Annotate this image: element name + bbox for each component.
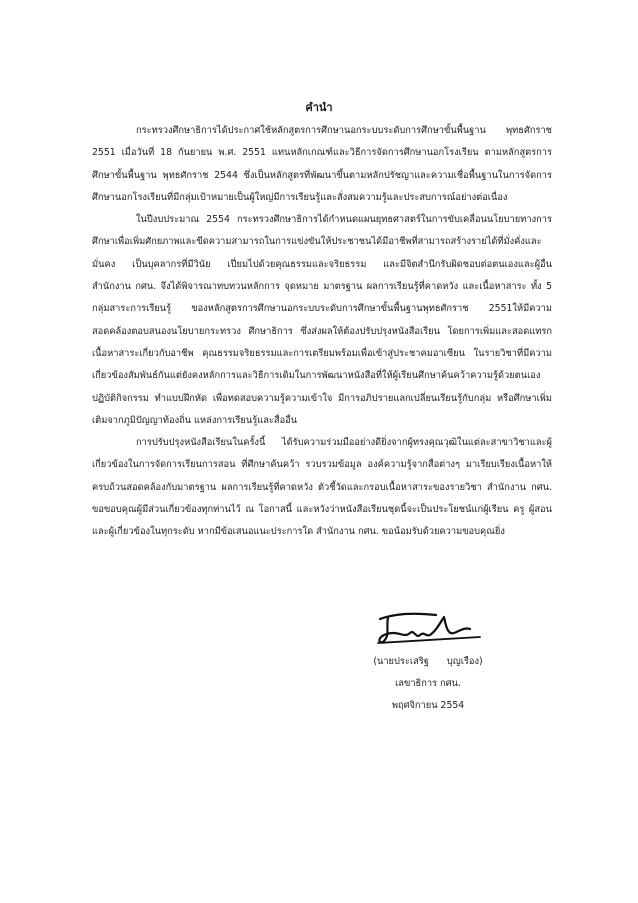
signature-block xyxy=(328,605,528,717)
paragraph-1: กระทรวงศึกษาธิการได้ประกาศใช้หลักสูตรการศึกษานอกระบบระดับการศึกษาขั้นพื้นฐาน พุทธศักราช 2551 เมื่อวันที่ 18 กันยายน พ.ศ. 2551 แทนหลักเกณฑ์และวิธีการจัดการศึกษานอกโรงเรียน ตามหลักสูตรการศึกษาขั้นพื้นฐาน พุทธศักราช 2544 ซึ่งเป็นหลักสูตรที่พัฒนาขึ้นตามหลักปรัชญาและความเชื่อพื้นฐานในการจัดการศึกษานอกโรงเรียนที่มีกลุ่มเป้าหมายเป็นผู้ใหญ่มีการเรียนรู้และสั่งสมความรู้และประสบการณ์อย่างต่อเนื่อง xyxy=(92,125,552,203)
signatory-last-name: บุญเรือง) xyxy=(446,656,483,667)
paragraph-3: การปรับปรุงหนังสือเรียนในครั้งนี้ ได้รับความร่วมมืออย่างดียิ่งจากผู้ทรงคุณวุฒิในแต่ละสาขาวิชาและผู้เกี่ยวข้องในการจัดการเรียนการสอน ที่ศึกษาค้นคว้า รวบรวมข้อมูล องค์ความรู้จากสื่อต่างๆ มาเรียบเรียงเนื้อหาให้ครบถ้วนสอดคล้องกับมาตรฐาน ผลการเรียนรู้ที่คาดหวัง ตัวชี้วัดและกรอบเนื้อหาสาระของรายวิชา สำนักงาน กศน. ขอขอบคุณผู้มีส่วนเกี่ยวข้องทุกท่านไว้ ณ โอกาสนี้ และหวังว่าหนังสือเรียนชุดนี้จะเป็นประโยชน์แก่ผู้เรียน ครู ผู้สอน และผู้เกี่ยวข้องในทุกระดับ หากมีข้อเสนอแนะประการใด สำนักงาน กศน. ขอน้อมรับด้วยความขอบคุณยิ่ง xyxy=(92,437,552,538)
signature-date: พฤศจิกายน 2554 xyxy=(391,700,465,711)
paragraph-2: ในปีงบประมาณ 2554 กระทรวงศึกษาธิการได้กำหนดแผนยุทธศาสตร์ในการขับเคลื่อนนโยบายทางการศึกษาเพื่อเพิ่มศักยภาพและขีดความสามารถในการแข่งขันให้ประชาชนได้มีอาชีพที่สามารถสร้างรายได้ที่มั่งคั่งและมั่นคง เป็นบุคลากรที่มีวินัย เปี่ยมไปด้วยคุณธรรมและจริยธรรม และมีจิตสำนึกรับผิดชอบต่อตนเองและผู้อื่น สำนักงาน กศน. จึงได้พิจารณาทบทวนหลักการ จุดหมาย มาตรฐาน ผลการเรียนรู้ที่คาดหวัง และเนื้อหาสาระ ทั้ง 5 กลุ่มสาระการเรียนรู้ ของหลักสูตรการศึกษานอกระบบระดับการศึกษาขั้นพื้นฐานพุทธศักราช 2551ให้มีความสอดคล้องตอบสนองนโยบายกระทรวง ศึกษาธิการ ซึ่งส่งผลให้ต้องปรับปรุงหนังสือเรียน โดยการเพิ่มและสอดแทรกเนื้อหาสาระเกี่ยวกับอาชีพ คุณธรรมจริยธรรมและการเตรียมพร้อมเพื่อเข้าสู่ประชาคมอาเซียน ในรายวิชาที่มีความเกี่ยวข้องสัมพันธ์กันแต่ยังคงหลักการและวิธีการเดิมในการพัฒนาหนังสือที่ให้ผู้เรียนศึกษาค้นคว้าความรู้ด้วยตนเอง ปฏิบัติกิจกรรม ทำแบบฝึกหัด เพื่อทดสอบความรู้ความเข้าใจ มีการอภิปรายแลกเปลี่ยนเรียนรู้กับกลุ่ม หรือศึกษาเพิ่มเติมจากภูมิปัญญาท้องถิ่น แหล่งการเรียนรู้และสื่ออื่น xyxy=(92,214,552,426)
document-title: คำนำ xyxy=(305,101,333,114)
handwritten-signature xyxy=(358,605,498,649)
document-body xyxy=(92,120,552,544)
signatory-name xyxy=(328,651,528,673)
signatory-first-name: (นายประเสริฐ xyxy=(373,656,429,667)
signatory-position: เลขาธิการ กศน. xyxy=(395,678,461,689)
